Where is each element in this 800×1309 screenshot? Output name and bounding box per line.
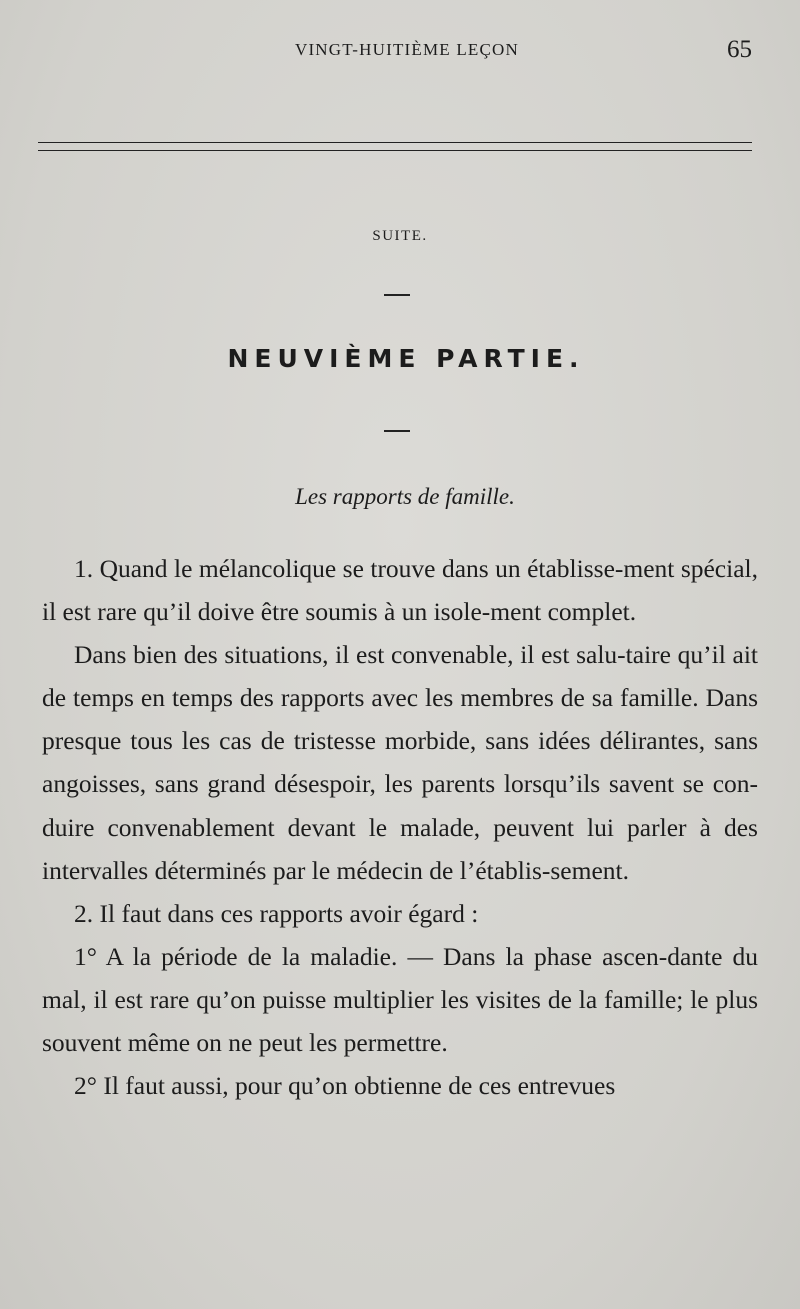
paragraph: 1. Quand le mélancolique se trouve dans un établisse-ment spécial, il est rare qu’il doive être soumis à un isole-ment complet. bbox=[42, 554, 758, 627]
double-rule-divider bbox=[38, 142, 752, 151]
short-dash-divider bbox=[384, 430, 410, 432]
running-head: VINGT-HUITIÈME LEÇON bbox=[294, 40, 520, 59]
paragraph: 2° Il faut aussi, pour qu’on obtienne de ces entrevues bbox=[74, 1071, 616, 1101]
paragraph: 2. Il faut dans ces rapports avoir égard : bbox=[74, 898, 479, 928]
chapter-title: Les rapports de famille. bbox=[295, 484, 515, 509]
page-header bbox=[40, 36, 754, 66]
paragraph: Dans bien des situations, il est convenable, il est salu-taire qu’il ait de temps en temps des rapports avec les membres de sa famille. Dans presque tous les cas de tristesse morbide, sans idées délirantes, sans angoisses, sans grand désespoir, les parents lorsqu’ils savent se con-duire convenablement devant le malade, peuvent lui parler à des intervalles déterminés par le médecin de l’établis-sement. bbox=[42, 640, 758, 885]
short-dash-divider bbox=[384, 294, 410, 296]
suite-heading: SUITE. bbox=[372, 228, 428, 244]
paragraph: 1° A la période de la maladie. — Dans la phase ascen-dante du mal, il est rare qu’on puisse multiplier les visites de la famille; le plus souvent même on ne peut les permettre. bbox=[42, 941, 758, 1058]
page-number: 65 bbox=[727, 36, 752, 63]
part-title: NEUVIÈME PARTIE. bbox=[227, 344, 585, 373]
body-text bbox=[42, 547, 758, 1107]
